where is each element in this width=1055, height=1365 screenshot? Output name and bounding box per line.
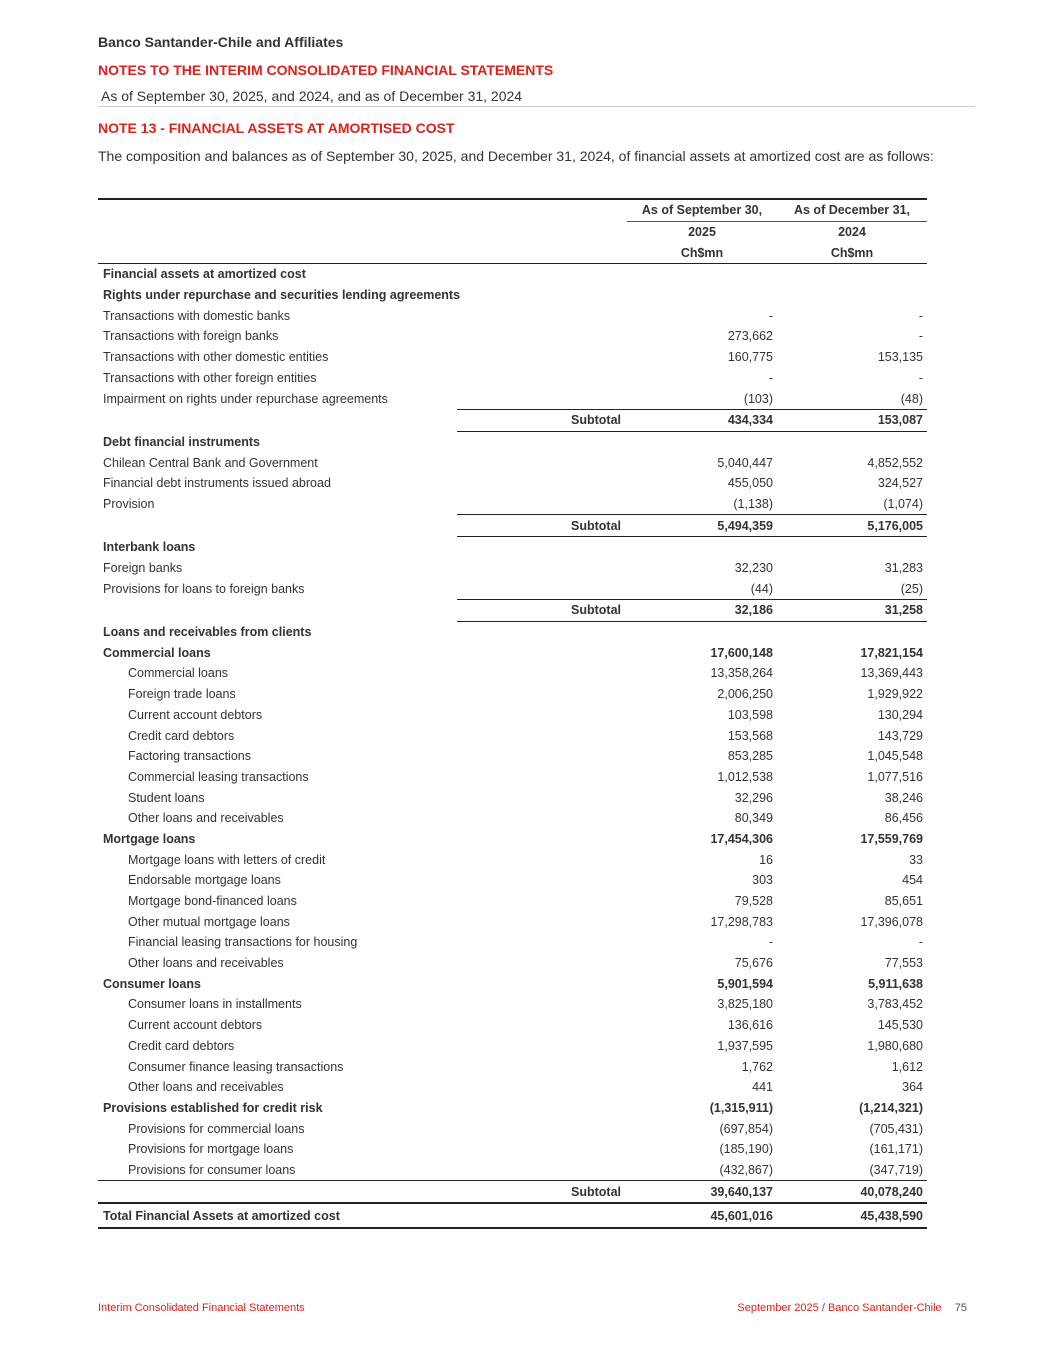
col2-asof-header: As of December 31,: [777, 199, 927, 221]
value-2025: 5,040,447: [717, 455, 773, 470]
value-2024: 1,045,548: [867, 749, 923, 764]
table-row: [98, 684, 927, 705]
value-2024: (48): [900, 391, 923, 406]
table-row: [98, 787, 927, 808]
section-heading-row: [98, 285, 927, 306]
value-2025: (1,138): [733, 496, 773, 511]
group-total-row: [98, 829, 927, 850]
value-2024: 1,077,516: [867, 769, 923, 784]
value-2024: -: [918, 935, 923, 950]
table-row: [98, 473, 927, 494]
value-2024: 5,911,638: [868, 976, 923, 991]
value-2025: -: [768, 935, 773, 950]
value-2025: 5,901,594: [717, 976, 773, 991]
table-row: [98, 368, 927, 389]
value-2025: 80,349: [734, 811, 773, 826]
table-header-row: [98, 242, 927, 263]
row-label: Other loans and receivables: [128, 956, 284, 971]
value-2025: (185,190): [719, 1142, 773, 1157]
header-divider: [98, 106, 975, 107]
subtotal-label: Subtotal: [457, 1181, 627, 1203]
value-2024: 85,651: [884, 894, 923, 909]
subtotal-row: [98, 1181, 927, 1203]
table-row: [98, 1015, 927, 1036]
value-2025: 853,285: [727, 749, 773, 764]
value-2024: -: [918, 370, 923, 385]
col2-unit-header: Ch$mn: [777, 242, 927, 263]
section-heading-row: [98, 264, 927, 285]
section-heading-row: [98, 537, 927, 558]
table-header-row: [98, 199, 927, 221]
row-label: Financial debt instruments issued abroad: [103, 476, 331, 491]
value-2024: 454: [902, 873, 923, 888]
subtotal-label: Subtotal: [457, 515, 627, 537]
value-2024: 324,527: [877, 476, 923, 491]
subtotal-row: [98, 515, 927, 537]
table-row: [98, 994, 927, 1015]
table-row: [98, 953, 927, 974]
row-label: Other loans and receivables: [128, 811, 284, 826]
value-2025: 303: [752, 873, 773, 888]
row-label: Current account debtors: [128, 1018, 263, 1033]
value-2024: 3,783,452: [867, 997, 923, 1012]
row-label: Provision: [103, 496, 155, 511]
value-2024: -: [918, 308, 923, 323]
value-2025: (44): [750, 581, 773, 596]
value-2025: 17,454,306: [710, 831, 773, 846]
value-2025: (697,854): [719, 1121, 773, 1136]
row-label: Mortgage bond-financed loans: [128, 894, 297, 909]
table-row: [98, 705, 927, 726]
row-label: Other loans and receivables: [128, 1080, 284, 1095]
value-2024: (161,171): [869, 1142, 923, 1157]
value-2024: 45,438,590: [777, 1203, 927, 1228]
table-row: [98, 305, 927, 326]
value-2025: 441: [752, 1080, 773, 1095]
row-label: Rights under repurchase and securities lending agreements: [103, 288, 461, 303]
row-label: Mortgage loans with letters of credit: [128, 852, 326, 867]
value-2025: 1,762: [741, 1059, 773, 1074]
table-row: [98, 767, 927, 788]
footer-page-info: [737, 1302, 967, 1314]
section-heading-row: [98, 621, 927, 642]
row-label: Chilean Central Bank and Government: [103, 455, 318, 470]
value-2025: 153,568: [727, 728, 773, 743]
row-label: Total Financial Assets at amortized cost: [98, 1203, 627, 1228]
value-2024: 145,530: [877, 1018, 923, 1033]
value-2025: 273,662: [727, 329, 773, 344]
table-row: [98, 558, 927, 579]
row-label: Interbank loans: [103, 540, 196, 555]
table-row: [98, 452, 927, 473]
row-label: Consumer loans in installments: [128, 997, 302, 1012]
value-2025: 1,012,538: [717, 769, 773, 784]
value-2024: 130,294: [877, 707, 923, 722]
row-label: Factoring transactions: [128, 749, 251, 764]
row-label: Provisions for consumer loans: [128, 1162, 296, 1177]
col1-asof-header: As of September 30,: [627, 199, 777, 221]
table-row: [98, 1077, 927, 1098]
footer-date: September 2025: [737, 1302, 819, 1314]
value-2025: 5,494,359: [627, 515, 777, 537]
table-row: [98, 911, 927, 932]
value-2025: 39,640,137: [627, 1181, 777, 1203]
page-number: 75: [954, 1302, 967, 1314]
value-2024: (347,719): [869, 1162, 923, 1177]
group-total-row: [98, 642, 927, 663]
table-row: [98, 870, 927, 891]
row-label: Other mutual mortgage loans: [128, 914, 290, 929]
value-2024: 38,246: [884, 790, 923, 805]
col2-year-header: 2024: [838, 225, 866, 240]
row-label: Current account debtors: [128, 707, 263, 722]
value-2024: 13,369,443: [860, 666, 923, 681]
footer-document-title: Interim Consolidated Financial Statements: [98, 1302, 305, 1314]
value-2024: 364: [902, 1080, 923, 1095]
value-2024: 153,087: [777, 409, 927, 431]
notes-title: NOTES TO THE INTERIM CONSOLIDATED FINANCIAL STATEMENTS: [98, 62, 554, 78]
row-label: Debt financial instruments: [103, 434, 260, 449]
value-2025: 455,050: [727, 476, 773, 491]
value-2025: (432,867): [719, 1162, 773, 1177]
subtotal-row: [98, 409, 927, 431]
row-label: Foreign trade loans: [128, 687, 236, 702]
value-2024: 31,283: [884, 561, 923, 576]
table-row: [98, 849, 927, 870]
row-label: Transactions with foreign banks: [103, 329, 279, 344]
table-row: [98, 663, 927, 684]
row-label: Transactions with other domestic entities: [103, 350, 329, 365]
row-label: Impairment on rights under repurchase agreements: [103, 391, 388, 406]
value-2025: 32,186: [627, 600, 777, 622]
row-label: Provisions for loans to foreign banks: [103, 581, 305, 596]
value-2025: 75,676: [734, 956, 773, 971]
value-2025: 13,358,264: [710, 666, 773, 681]
table-row: [98, 494, 927, 515]
value-2024: 31,258: [777, 600, 927, 622]
table-row: [98, 746, 927, 767]
value-2025: 103,598: [727, 707, 773, 722]
value-2024: -: [918, 329, 923, 344]
subtotal-label: Subtotal: [457, 600, 627, 622]
subtotal-label: Subtotal: [457, 409, 627, 431]
value-2024: 5,176,005: [777, 515, 927, 537]
financial-assets-table: [98, 198, 927, 1229]
value-2024: 4,852,552: [867, 455, 923, 470]
col1-unit-header: Ch$mn: [627, 242, 777, 263]
value-2024: (1,074): [883, 496, 923, 511]
value-2025: 434,334: [627, 409, 777, 431]
value-2024: 40,078,240: [777, 1181, 927, 1203]
table-row: [98, 1036, 927, 1057]
value-2025: 2,006,250: [717, 687, 773, 702]
value-2025: 17,600,148: [710, 645, 773, 660]
value-2024: 1,612: [891, 1059, 923, 1074]
value-2025: 3,825,180: [717, 997, 773, 1012]
value-2024: 86,456: [884, 811, 923, 826]
value-2024: 1,980,680: [867, 1038, 923, 1053]
value-2025: 32,230: [734, 561, 773, 576]
period-subtitle: As of September 30, 2025, and 2024, and as of December 31, 2024: [101, 88, 523, 104]
table-row: [98, 1160, 927, 1181]
row-label: Foreign banks: [103, 561, 183, 576]
row-label: Consumer loans: [103, 976, 201, 991]
table-row: [98, 388, 927, 409]
value-2024: (705,431): [869, 1121, 923, 1136]
note-title: NOTE 13 - FINANCIAL ASSETS AT AMORTISED COST: [98, 120, 455, 136]
table-row: [98, 808, 927, 829]
row-label: Financial assets at amortized cost: [103, 267, 306, 282]
table-row: [98, 1139, 927, 1160]
row-label: Loans and receivables from clients: [103, 625, 312, 640]
row-label: Provisions established for credit risk: [103, 1100, 323, 1115]
table-row: [98, 725, 927, 746]
table-row: [98, 1056, 927, 1077]
row-label: Student loans: [128, 790, 205, 805]
value-2024: 143,729: [877, 728, 923, 743]
table-row: [98, 932, 927, 953]
table-row: [98, 1118, 927, 1139]
intro-paragraph: The composition and balances as of September 30, 2025, and December 31, 2024, of financial assets at amortized cost are as follows:: [98, 148, 934, 164]
company-name: Banco Santander-Chile and Affiliates: [98, 34, 344, 50]
group-total-row: [98, 973, 927, 994]
table-row: [98, 578, 927, 599]
grand-total-row: [98, 1203, 927, 1228]
row-label: Provisions for commercial loans: [128, 1121, 305, 1136]
value-2024: 17,821,154: [860, 645, 923, 660]
value-2025: 45,601,016: [627, 1203, 777, 1228]
value-2024: 1,929,922: [867, 687, 923, 702]
table-header-row: [98, 221, 927, 242]
value-2025: (103): [743, 391, 773, 406]
footer-separator: /: [821, 1302, 825, 1314]
value-2024: 17,559,769: [860, 831, 923, 846]
row-label: Mortgage loans: [103, 831, 196, 846]
value-2024: 33: [909, 852, 923, 867]
row-label: Transactions with domestic banks: [103, 308, 291, 323]
value-2024: (1,214,321): [859, 1100, 923, 1115]
col1-year-header: 2025: [688, 225, 716, 240]
row-label: Endorsable mortgage loans: [128, 873, 281, 888]
row-label: Credit card debtors: [128, 728, 235, 743]
value-2025: -: [768, 308, 773, 323]
value-2025: 160,775: [727, 350, 773, 365]
table-row: [98, 891, 927, 912]
group-total-row: [98, 1098, 927, 1119]
table-row: [98, 326, 927, 347]
value-2024: (25): [900, 581, 923, 596]
value-2024: 17,396,078: [860, 914, 923, 929]
value-2025: 79,528: [734, 894, 773, 909]
row-label: Commercial leasing transactions: [128, 769, 309, 784]
value-2025: 1,937,595: [717, 1038, 773, 1053]
row-label: Commercial loans: [128, 666, 229, 681]
footer-bank: Banco Santander-Chile: [827, 1302, 942, 1314]
subtotal-row: [98, 600, 927, 622]
value-2025: 17,298,783: [710, 914, 773, 929]
section-heading-row: [98, 431, 927, 452]
row-label: Financial leasing transactions for housing: [128, 935, 358, 950]
value-2025: 136,616: [727, 1018, 773, 1033]
row-label: Consumer finance leasing transactions: [128, 1059, 344, 1074]
table-row: [98, 347, 927, 368]
value-2025: (1,315,911): [709, 1100, 773, 1115]
value-2024: 153,135: [877, 350, 923, 365]
row-label: Credit card debtors: [128, 1038, 235, 1053]
row-label: Transactions with other foreign entities: [103, 370, 317, 385]
row-label: Provisions for mortgage loans: [128, 1142, 294, 1157]
value-2025: 16: [759, 852, 773, 867]
value-2025: 32,296: [734, 790, 773, 805]
value-2025: -: [768, 370, 773, 385]
row-label: Commercial loans: [103, 645, 211, 660]
value-2024: 77,553: [884, 956, 923, 971]
